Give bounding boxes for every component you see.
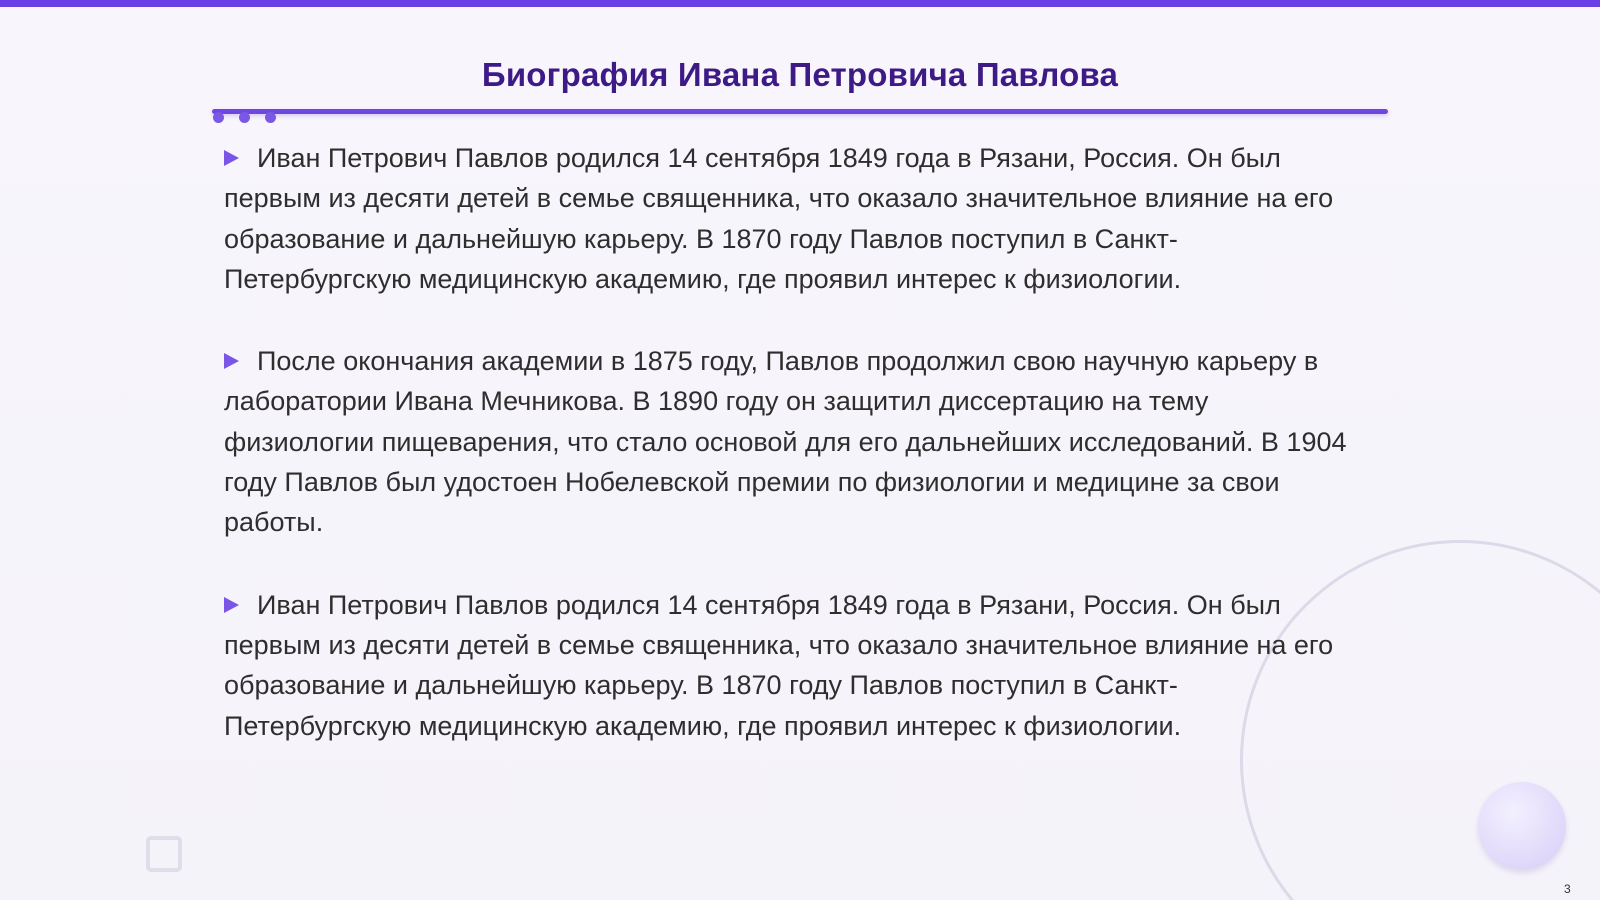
bullet-list	[224, 138, 1364, 788]
paragraph-text: Иван Петрович Павлов родился 14 сентября 1849 года в Рязани, Россия. Он был первым из десяти детей в семье священника, что оказало значительное влияние на его образование и дальнейшую карьеру. В 1870 году Павлов поступил в Санкт-Петербургскую медицинскую академию, где проявил интерес к физиологии.	[224, 143, 1334, 294]
triangle-right-icon	[224, 353, 239, 369]
decor-dot	[265, 112, 276, 123]
page-number: 3	[1564, 882, 1571, 896]
top-accent-bar	[0, 0, 1600, 7]
bullet-paragraph	[224, 585, 1364, 746]
triangle-right-icon	[224, 150, 239, 166]
paragraph-text: После окончания академии в 1875 году, Павлов продолжил свою научную карьеру в лаборатории Ивана Мечникова. В 1890 году он защитил диссертацию на тему физиологии пищеварения, что стало основой для его дальнейших исследований. В 1904 году Павлов был удостоен Нобелевской премии по физиологии и медицине за свои работы.	[224, 346, 1347, 538]
decor-dot	[213, 112, 224, 123]
triangle-right-icon	[224, 597, 239, 613]
decor-dot	[239, 112, 250, 123]
bullet-paragraph	[224, 138, 1364, 299]
paragraph-text: Иван Петрович Павлов родился 14 сентября 1849 года в Рязани, Россия. Он был первым из десяти детей в семье священника, что оказало значительное влияние на его образование и дальнейшую карьеру. В 1870 году Павлов поступил в Санкт-Петербургскую медицинскую академию, где проявил интерес к физиологии.	[224, 589, 1334, 741]
decor-circle-filled	[1478, 782, 1566, 870]
bullet-paragraph	[224, 341, 1364, 542]
title-underline	[212, 109, 1388, 114]
slide-title: Биография Ивана Петровича Павлова	[481, 56, 1119, 93]
decor-square-outline	[146, 836, 182, 872]
